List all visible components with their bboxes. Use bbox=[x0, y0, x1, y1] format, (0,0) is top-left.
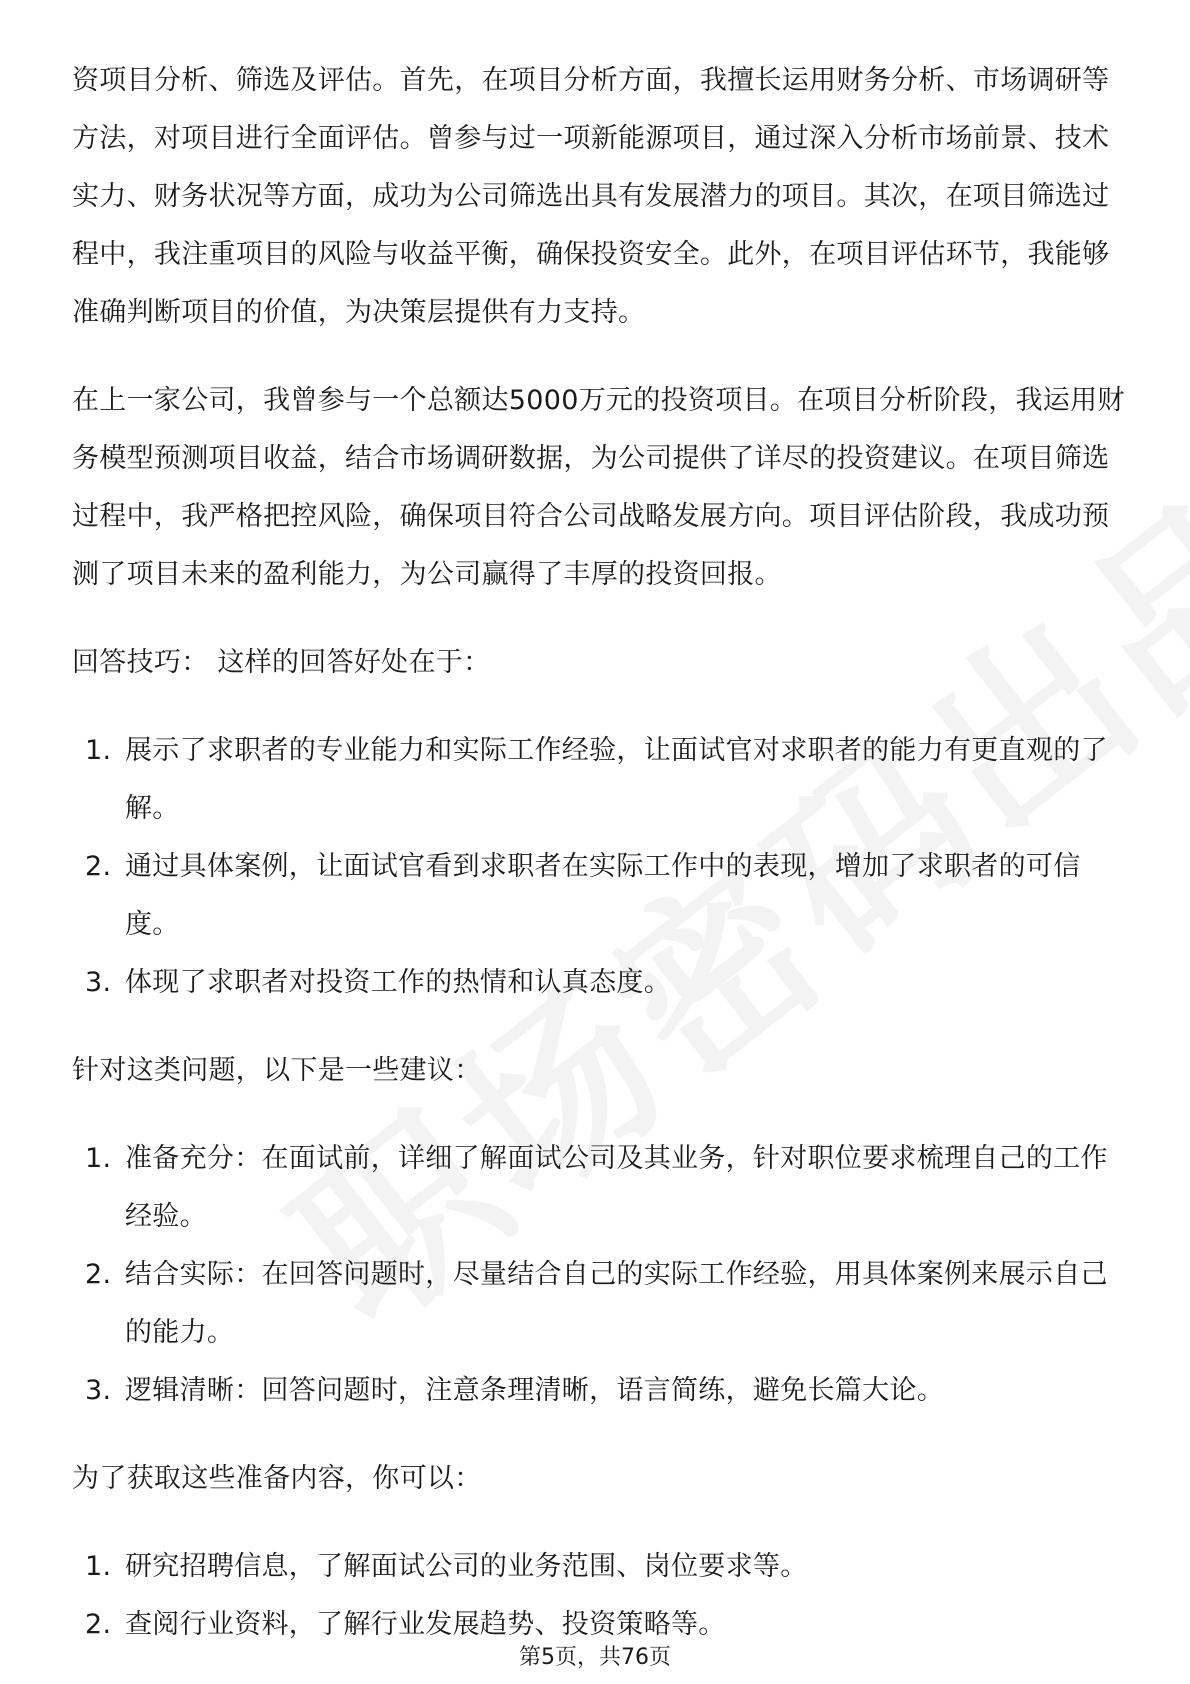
list-text: 准备充分：在面试前，详细了解面试公司及其业务，针对职位要求梳理自己的工作经验。 bbox=[125, 1143, 1108, 1232]
list-item bbox=[72, 1130, 1132, 1246]
list-item bbox=[72, 1362, 1132, 1420]
benefits-list bbox=[72, 722, 1132, 1012]
list-number: 2. bbox=[85, 1609, 112, 1640]
list-number: 3. bbox=[85, 1375, 112, 1406]
list-text: 研究招聘信息，了解面试公司的业务范围、岗位要求等。 bbox=[125, 1551, 808, 1582]
page-footer: 第5页，共76页 bbox=[519, 1645, 671, 1670]
paragraph-prep-heading: 为了获取这些准备内容，你可以： bbox=[72, 1463, 482, 1494]
list-item bbox=[72, 1538, 1132, 1596]
list-text: 查阅行业资料，了解行业发展趋势、投资策略等。 bbox=[125, 1609, 726, 1640]
list-item bbox=[72, 1246, 1132, 1362]
prep-list bbox=[72, 1538, 1132, 1654]
document-page bbox=[72, 52, 1132, 1684]
list-text: 通过具体案例，让面试官看到求职者在实际工作中的表现，增加了求职者的可信度。 bbox=[125, 851, 1081, 940]
paragraph-tips-heading: 回答技巧： 这样的回答好处在于： bbox=[72, 647, 491, 678]
list-item bbox=[72, 722, 1132, 838]
paragraph-case: 在上一家公司，我曾参与一个总额达5000万元的投资项目。在项目分析阶段，我运用财务模型预测项目收益，结合市场调研数据，为公司提供了详尽的投资建议。在项目筛选过程中，我严格把控风险，确保项目符合公司战略发展方向。项目评估阶段，我成功预测了项目未来的盈利能力，为公司赢得了丰厚的投资回报。 bbox=[72, 385, 1125, 590]
list-number: 3. bbox=[85, 967, 112, 998]
list-text: 结合实际：在回答问题时，尽量结合自己的实际工作经验，用具体案例来展示自己的能力。 bbox=[125, 1259, 1108, 1348]
list-number: 1. bbox=[85, 735, 112, 766]
paragraph-experience: 资项目分析、筛选及评估。首先，在项目分析方面，我擅长运用财务分析、市场调研等方法，对项目进行全面评估。曾参与过一项新能源项目，通过深入分析市场前景、技术实力、财务状况等方面，成功为公司筛选出具有发展潜力的项目。其次，在项目筛选过程中，我注重项目的风险与收益平衡，确保投资安全。此外，在项目评估环节，我能够准确判断项目的价值，为决策层提供有力支持。 bbox=[72, 65, 1110, 328]
list-item bbox=[72, 954, 1132, 1012]
list-number: 2. bbox=[85, 1259, 112, 1290]
list-item bbox=[72, 838, 1132, 954]
advice-list bbox=[72, 1130, 1132, 1420]
list-number: 1. bbox=[85, 1143, 112, 1174]
paragraph-advice-heading: 针对这类问题，以下是一些建议： bbox=[72, 1055, 482, 1086]
list-number: 2. bbox=[85, 851, 112, 882]
list-text: 体现了求职者对投资工作的热情和认真态度。 bbox=[125, 967, 671, 998]
list-number: 1. bbox=[85, 1551, 112, 1582]
list-text: 展示了求职者的专业能力和实际工作经验，让面试官对求职者的能力有更直观的了解。 bbox=[125, 735, 1108, 824]
list-text: 逻辑清晰：回答问题时，注意条理清晰，语言简练，避免长篇大论。 bbox=[125, 1375, 944, 1406]
